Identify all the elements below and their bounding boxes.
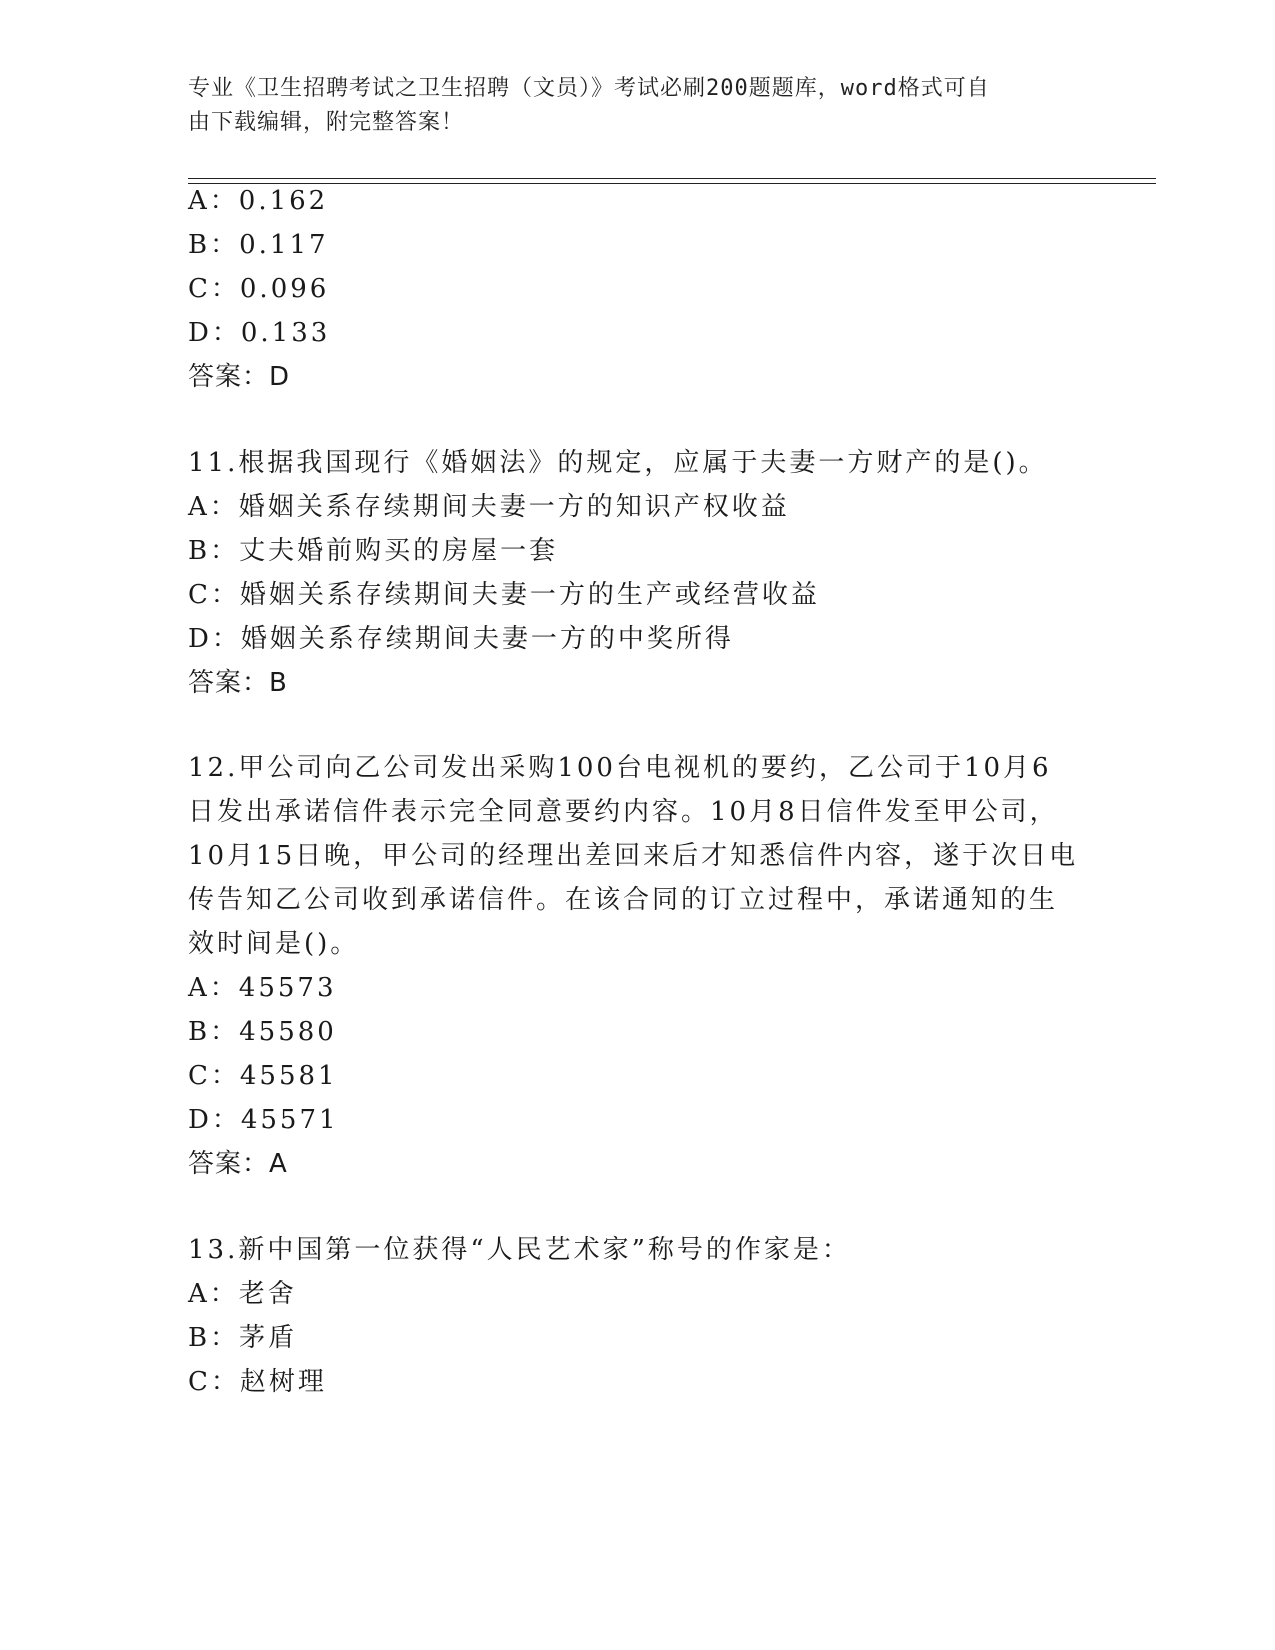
- header-rule-top: [188, 178, 1156, 179]
- header-rule-bottom: [188, 183, 1156, 184]
- q12-stem-line-5: 效时间是()。: [188, 929, 360, 959]
- q10-option-d: D：0.133: [188, 318, 331, 348]
- q12-stem-line-1: 12.甲公司向乙公司发出采购100台电视机的要约，乙公司于10月6: [188, 753, 1052, 783]
- q11-option-b: B：丈夫婚前购买的房屋一套: [188, 536, 559, 566]
- q12-stem-line-3: 10月15日晚，甲公司的经理出差回来后才知悉信件内容，遂于次日电: [188, 841, 1079, 871]
- document-header: [188, 72, 1068, 140]
- q10-option-a: A：0.162: [188, 186, 329, 216]
- q11-option-c: C：婚姻关系存续期间夫妻一方的生产或经营收益: [188, 580, 820, 610]
- q10-option-c: C：0.096: [188, 274, 330, 304]
- q11-option-d: D：婚姻关系存续期间夫妻一方的中奖所得: [188, 624, 734, 654]
- q11-stem: 11.根据我国现行《婚姻法》的规定，应属于夫妻一方财产的是()。: [188, 448, 1048, 478]
- q12-option-b: B：45580: [188, 1017, 337, 1047]
- q12-option-a: A：45573: [188, 973, 337, 1003]
- q13-stem: 13.新中国第一位获得“人民艺术家”称号的作家是：: [188, 1235, 851, 1265]
- q11-answer: 答案：B: [188, 668, 288, 698]
- q12-stem-line-4: 传告知乙公司收到承诺信件。在该合同的订立过程中，承诺通知的生: [188, 885, 1059, 915]
- q12-stem-line-2: 日发出承诺信件表示完全同意要约内容。10月8日信件发至甲公司，: [188, 797, 1059, 827]
- q12-option-c: C：45581: [188, 1061, 338, 1091]
- q12-answer: 答案：A: [188, 1149, 288, 1179]
- q13-option-c: C：赵树理: [188, 1367, 327, 1397]
- q12-option-d: D：45571: [188, 1105, 339, 1135]
- q13-option-b: B：茅盾: [188, 1323, 298, 1353]
- q11-option-a: A：婚姻关系存续期间夫妻一方的知识产权收益: [188, 492, 790, 522]
- q10-answer: 答案：D: [188, 362, 291, 392]
- header-line-2: 由下载编辑，附完整答案！: [188, 110, 465, 135]
- q13-option-a: A：老舍: [188, 1279, 297, 1309]
- q10-option-b: B：0.117: [188, 230, 329, 260]
- header-line-1: 专业《卫生招聘考试之卫生招聘（文员）》考试必刷200题题库，word格式可自: [188, 76, 990, 101]
